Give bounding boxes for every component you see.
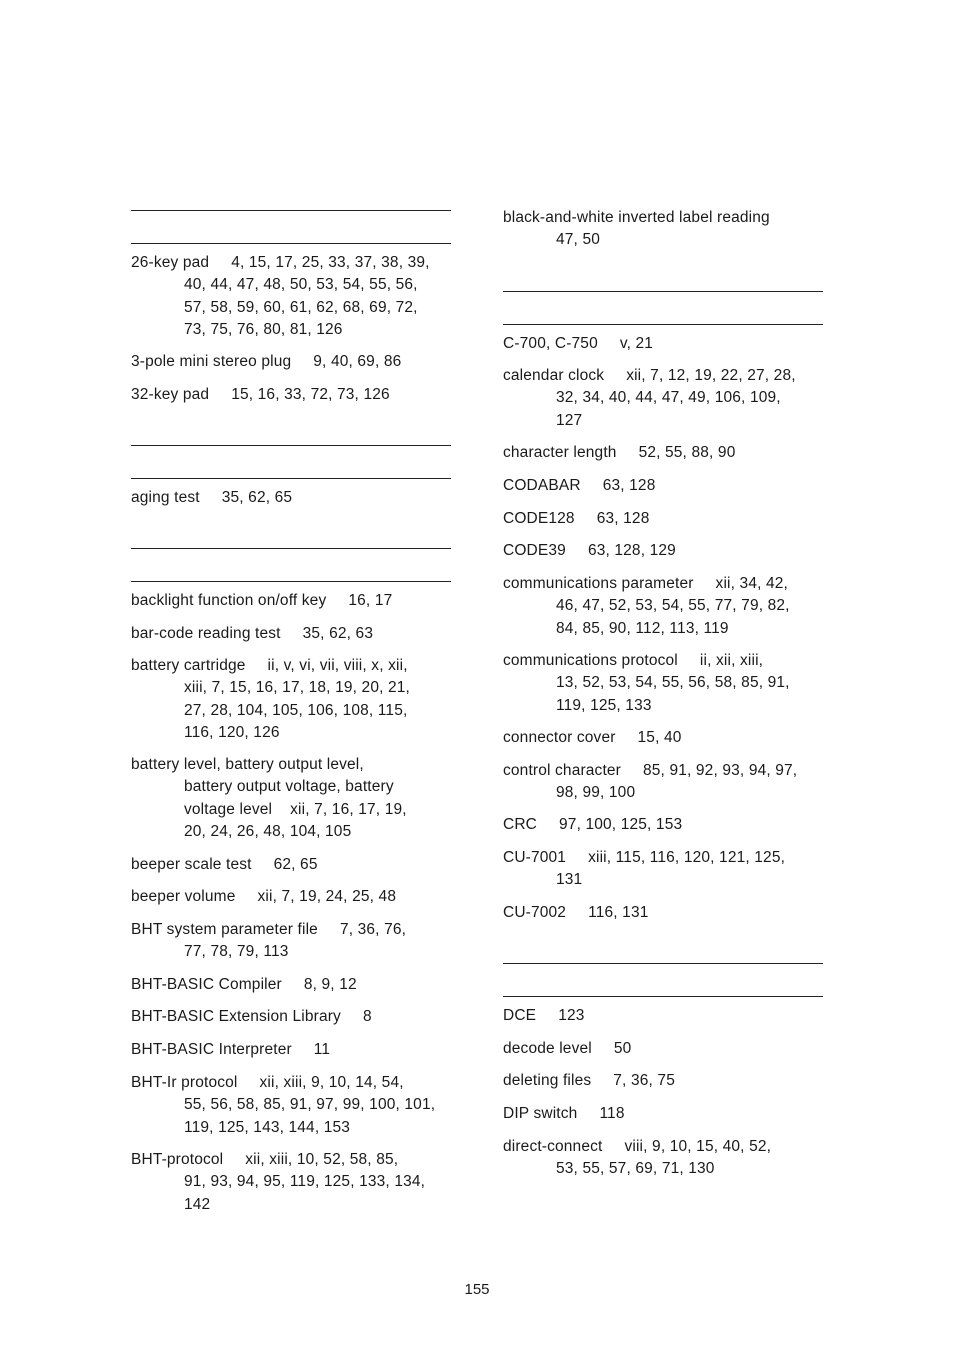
index-term: BHT-BASIC Interpreter xyxy=(131,1041,292,1058)
index-term: bar-code reading test xyxy=(131,625,281,642)
index-term: CU-7002 xyxy=(503,904,567,921)
index-entry xyxy=(131,590,451,612)
index-term: BHT-protocol xyxy=(131,1151,224,1168)
index-entry xyxy=(503,650,823,717)
index-term: calendar clock xyxy=(503,367,605,384)
index-term: DIP switch xyxy=(503,1105,578,1122)
index-entry xyxy=(131,351,451,373)
index-entry xyxy=(131,655,451,744)
index-entry xyxy=(131,919,451,964)
index-term: backlight function on/off key xyxy=(131,592,327,609)
index-pages: ii, xii, xiii, xyxy=(699,652,764,669)
section-divider xyxy=(503,291,823,292)
index-entry xyxy=(131,754,451,843)
index-pages: 40, 44, 47, 48, 50, 53, 54, 55, 56, xyxy=(184,276,418,294)
index-entry xyxy=(131,252,451,341)
index-pages: 15, 40 xyxy=(637,729,682,746)
index-entry xyxy=(503,1038,823,1060)
index-pages: 9, 40, 69, 86 xyxy=(313,353,402,370)
index-term: voltage level xyxy=(184,800,273,818)
index-entry xyxy=(503,365,823,432)
index-entry xyxy=(131,623,451,645)
index-entry xyxy=(503,540,823,562)
section-divider xyxy=(131,210,451,211)
index-entry xyxy=(503,475,823,497)
section-divider xyxy=(131,478,451,479)
index-entry xyxy=(503,902,823,924)
index-pages: xiii, 115, 116, 120, 121, 125, xyxy=(588,849,786,866)
index-pages: 119, 125, 133 xyxy=(556,696,652,714)
index-pages: 116, 131 xyxy=(588,904,649,921)
index-pages: 97, 100, 125, 153 xyxy=(559,816,683,833)
index-entry xyxy=(503,847,823,892)
index-pages: 35, 62, 63 xyxy=(302,625,374,642)
index-entry xyxy=(503,1070,823,1092)
index-pages: 46, 47, 52, 53, 54, 55, 77, 79, 82, xyxy=(556,597,790,615)
index-term: character length xyxy=(503,444,617,461)
index-pages: 52, 55, 88, 90 xyxy=(638,444,736,461)
page-number: 155 xyxy=(464,1281,490,1298)
index-term: CRC xyxy=(503,816,538,833)
index-pages: viii, 9, 10, 15, 40, 52, xyxy=(624,1138,772,1155)
index-entry xyxy=(503,1103,823,1125)
index-term: deleting files xyxy=(503,1072,592,1089)
index-pages: 131 xyxy=(556,871,583,889)
section-divider xyxy=(131,548,451,549)
index-entry xyxy=(503,333,823,355)
index-pages: 73, 75, 76, 80, 81, 126 xyxy=(184,320,343,338)
index-term: DCE xyxy=(503,1007,537,1024)
index-pages: xii, 7, 19, 24, 25, 48 xyxy=(257,888,397,905)
index-pages: 142 xyxy=(184,1195,211,1213)
index-entry xyxy=(503,508,823,530)
section-divider xyxy=(131,243,451,244)
index-term: connector cover xyxy=(503,729,616,746)
index-term: battery level, battery output level, xyxy=(131,756,364,773)
index-pages: 84, 85, 90, 112, 113, 119 xyxy=(556,619,729,637)
index-pages: 118 xyxy=(599,1105,625,1122)
index-pages: 15, 16, 33, 72, 73, 126 xyxy=(231,386,390,403)
index-entry xyxy=(131,384,451,406)
section-divider xyxy=(503,996,823,997)
index-pages: v, 21 xyxy=(619,335,654,352)
index-pages: xii, 7, 16, 17, 19, xyxy=(290,800,407,818)
index-term: beeper scale test xyxy=(131,856,252,873)
index-term: battery output voltage, battery xyxy=(184,778,394,796)
index-pages: 63, 128 xyxy=(602,477,656,494)
index-entry xyxy=(503,442,823,464)
index-term: black-and-white inverted label reading xyxy=(503,209,770,226)
index-pages: 119, 125, 143, 144, 153 xyxy=(184,1118,351,1136)
index-pages: 63, 128 xyxy=(596,510,650,527)
index-pages: 8 xyxy=(362,1008,372,1025)
index-term: BHT system parameter file xyxy=(131,921,318,938)
index-term: C-700, C-750 xyxy=(503,335,598,352)
index-term: battery cartridge xyxy=(131,657,246,674)
index-term: 3-pole mini stereo plug xyxy=(131,353,292,370)
index-term: 26-key pad xyxy=(131,254,210,271)
index-pages: 63, 128, 129 xyxy=(587,542,676,559)
index-term: 32-key pad xyxy=(131,386,210,403)
index-term: decode level xyxy=(503,1040,592,1057)
index-pages: 47, 50 xyxy=(556,231,600,249)
index-entry xyxy=(503,207,823,252)
index-term: CODE39 xyxy=(503,542,566,559)
index-entry xyxy=(503,727,823,749)
index-pages: xii, xiii, 9, 10, 14, 54, xyxy=(259,1074,404,1091)
index-pages: ii, v, vi, vii, viii, x, xii, xyxy=(267,657,408,674)
index-pages: 53, 55, 57, 69, 71, 130 xyxy=(556,1160,715,1178)
index-entry xyxy=(131,1006,451,1028)
index-term: BHT-BASIC Compiler xyxy=(131,976,282,993)
index-pages: 11 xyxy=(313,1041,331,1058)
index-pages: 55, 56, 58, 85, 91, 97, 99, 100, 101, xyxy=(184,1096,436,1114)
index-pages: xii, xiii, 10, 52, 58, 85, xyxy=(245,1151,399,1168)
index-term: aging test xyxy=(131,489,200,506)
index-entry xyxy=(503,1005,823,1027)
index-pages: 62, 65 xyxy=(273,856,318,873)
index-term: CODE128 xyxy=(503,510,575,527)
index-pages: xiii, 7, 15, 16, 17, 18, 19, 20, 21, xyxy=(184,679,410,697)
index-entry xyxy=(131,886,451,908)
index-term: CODABAR xyxy=(503,477,581,494)
index-pages: 77, 78, 79, 113 xyxy=(184,943,289,961)
index-pages: 27, 28, 104, 105, 106, 108, 115, xyxy=(184,701,408,719)
index-entry xyxy=(503,573,823,640)
section-divider xyxy=(503,324,823,325)
index-term: communications protocol xyxy=(503,652,678,669)
index-pages: 116, 120, 126 xyxy=(184,723,280,741)
index-pages: 16, 17 xyxy=(348,592,393,609)
index-term: communications parameter xyxy=(503,575,694,592)
index-pages: 35, 62, 65 xyxy=(221,489,293,506)
index-pages: xii, 34, 42, xyxy=(715,575,788,592)
index-pages: 127 xyxy=(556,411,583,429)
index-term: control character xyxy=(503,762,621,779)
index-entry xyxy=(131,974,451,996)
index-pages: 85, 91, 92, 93, 94, 97, xyxy=(643,762,798,779)
index-entry xyxy=(131,1039,451,1061)
index-pages: 8, 9, 12 xyxy=(303,976,357,993)
index-entry xyxy=(131,1149,451,1216)
section-divider xyxy=(131,581,451,582)
index-term: CU-7001 xyxy=(503,849,567,866)
index-entry xyxy=(131,487,451,509)
index-entry xyxy=(503,760,823,805)
section-divider xyxy=(503,963,823,964)
index-entry xyxy=(503,1136,823,1181)
index-pages: 123 xyxy=(558,1007,585,1024)
index-term: beeper volume xyxy=(131,888,236,905)
index-pages: 91, 93, 94, 95, 119, 125, 133, 134, xyxy=(184,1173,426,1191)
index-pages: 57, 58, 59, 60, 61, 62, 68, 69, 72, xyxy=(184,298,418,316)
index-pages: 32, 34, 40, 44, 47, 49, 106, 109, xyxy=(556,389,781,407)
index-term: BHT-Ir protocol xyxy=(131,1074,238,1091)
section-divider xyxy=(131,445,451,446)
index-pages: 20, 24, 26, 48, 104, 105 xyxy=(184,822,352,840)
index-entry xyxy=(503,814,823,836)
index-pages: 98, 99, 100 xyxy=(556,784,636,802)
index-term: BHT-BASIC Extension Library xyxy=(131,1008,341,1025)
index-pages: 13, 52, 53, 54, 55, 56, 58, 85, 91, xyxy=(556,674,790,692)
index-pages: xii, 7, 12, 19, 22, 27, 28, xyxy=(626,367,796,384)
index-term: direct-connect xyxy=(503,1138,603,1155)
index-pages: 7, 36, 75 xyxy=(613,1072,675,1089)
index-pages: 7, 36, 76, xyxy=(339,921,407,938)
index-pages: 4, 15, 17, 25, 33, 37, 38, 39, xyxy=(231,254,430,271)
index-pages: 50 xyxy=(613,1040,632,1057)
index-entry xyxy=(131,1072,451,1139)
index-entry xyxy=(131,854,451,876)
